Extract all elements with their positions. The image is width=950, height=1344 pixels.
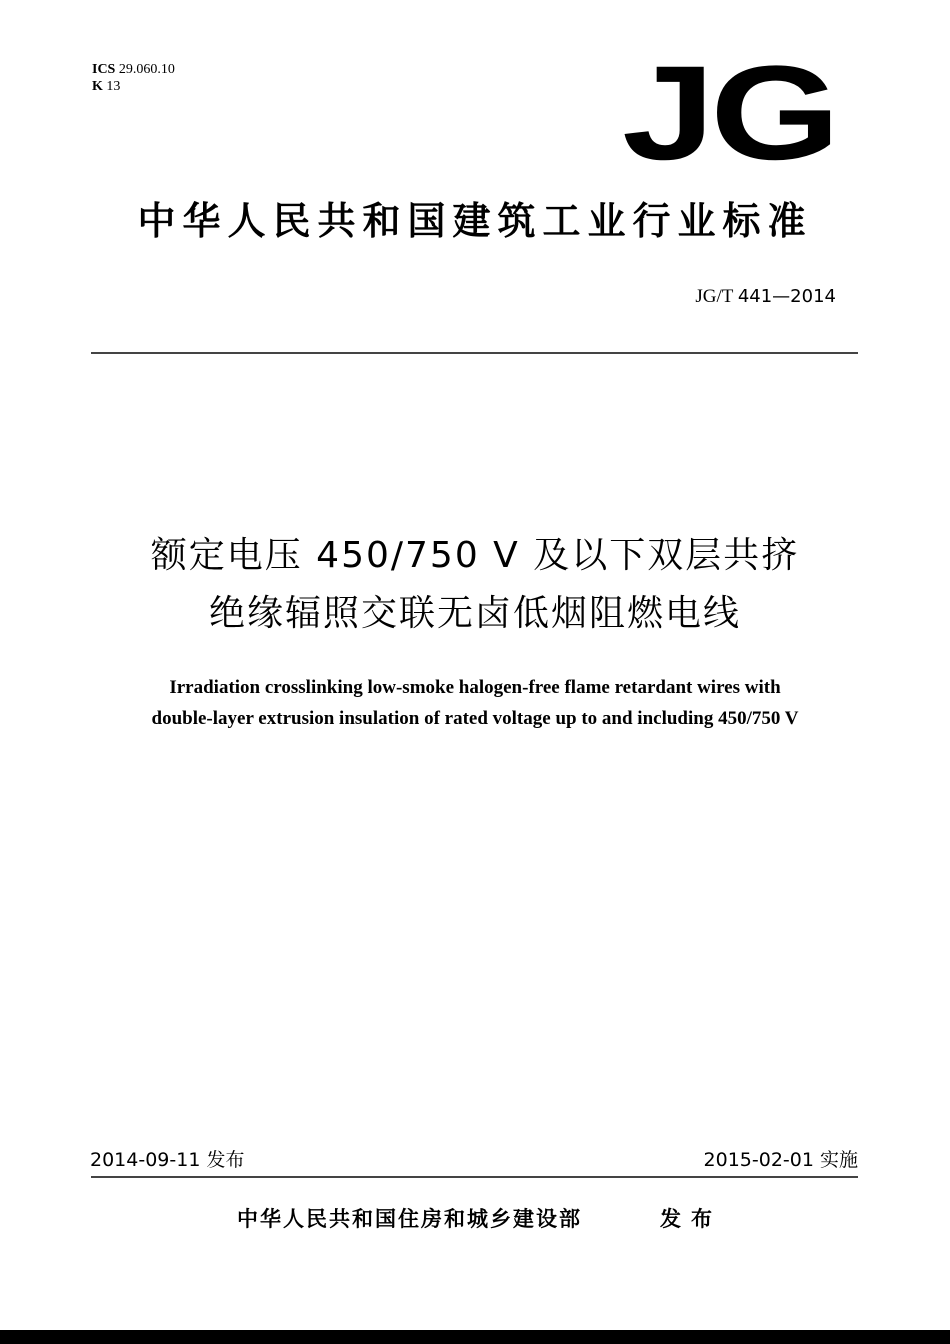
- ics-label: ICS: [92, 62, 116, 77]
- bottom-divider: [91, 1176, 858, 1178]
- standard-code: [695, 286, 836, 308]
- jg-logo: JG: [622, 39, 836, 188]
- ics-value: 29.060.10: [118, 62, 175, 77]
- publish-label: 发布: [660, 1207, 722, 1231]
- bottom-bar: [0, 1330, 950, 1344]
- english-title-line-2: double-layer extrusion insulation of rated voltage up to and including 450/750 V: [151, 708, 799, 729]
- ics-classification: [92, 61, 175, 95]
- class-line: [92, 78, 175, 95]
- standard-code-number: 441—2014: [737, 286, 836, 307]
- standard-code-prefix: JG/T: [695, 286, 734, 307]
- standard-category-title: 中华人民共和国建筑工业行业标准: [137, 199, 813, 243]
- chinese-title-line-2: 绝缘辐照交联无卤低烟阻燃电线: [208, 593, 741, 634]
- class-value: 13: [106, 79, 121, 94]
- chinese-title-line-1: 额定电压 450/750 V 及以下双层共挤: [150, 535, 800, 576]
- top-divider: [91, 352, 858, 354]
- class-label: K: [92, 79, 103, 94]
- implement-date: 2015-02-01 实施: [703, 1149, 858, 1171]
- issuing-authority: 中华人民共和国住房和城乡建设部: [237, 1207, 582, 1231]
- issue-date: 2014-09-11 发布: [90, 1149, 245, 1171]
- ics-line: [92, 61, 175, 78]
- english-title-line-1: Irradiation crosslinking low-smoke halogen-free flame retardant wires with: [169, 677, 781, 698]
